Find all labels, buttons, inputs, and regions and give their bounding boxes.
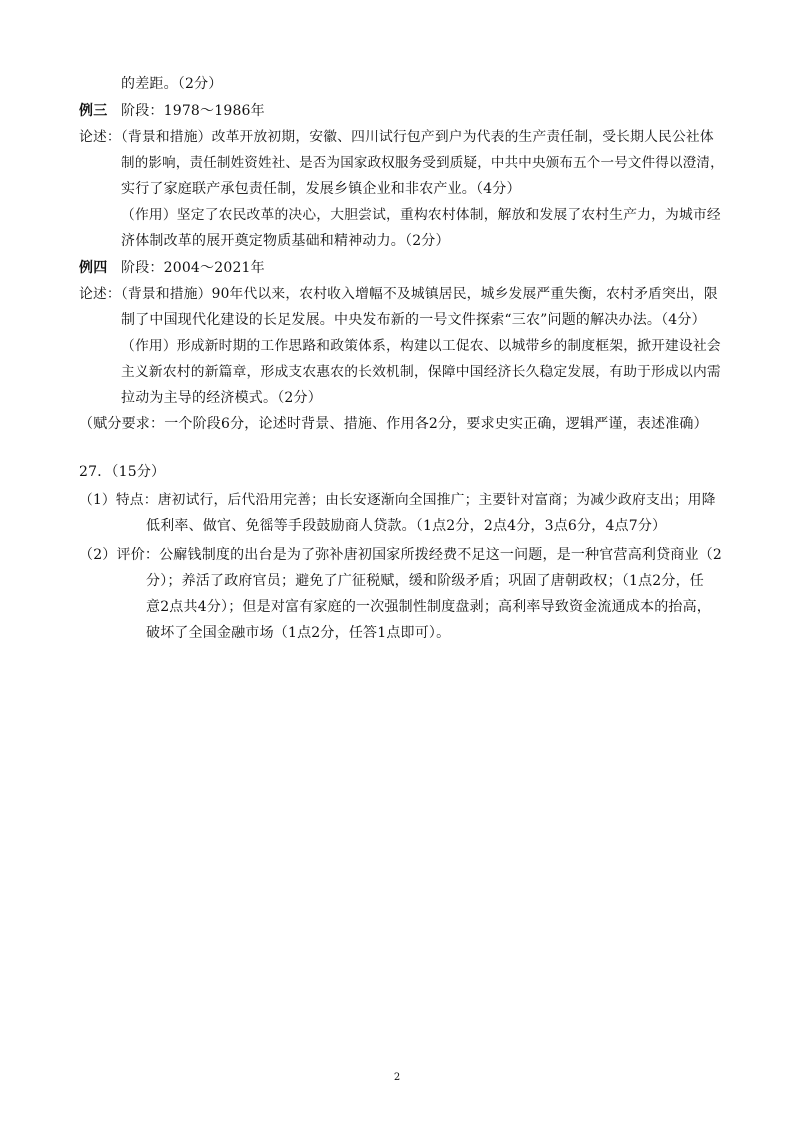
text-line-6: 实行了家庭联产承包责任制，发展乡镇企业和非农产业。（4分）: [121, 181, 521, 197]
text-line-13: （作用）形成新时期的工作思路和政策体系，构建以工促农、以城带乡的制度框架，掀开建设社会: [121, 338, 721, 354]
example-3-stage: 阶段：1978～1986年: [121, 103, 265, 119]
scoring-requirements: （赋分要求：一个阶段6分，论述时背景、措施、作用各2分，要求史实正确，逻辑严谨，表述准确）: [79, 416, 708, 432]
text-line-12: 制了中国现代化建设的长足发展。中央发布新的一号文件探索“三农”问题的解决办法。（4分）: [121, 312, 706, 328]
text-line-7: （作用）坚定了农民改革的决心，大胆尝试，重构农村体制，解放和发展了农村生产力，为城市经: [121, 207, 721, 223]
text-line-8: 济体制改革的展开奠定物质基础和精神动力。（2分）: [121, 233, 450, 249]
text-line-23: 破坏了全国金融市场（1点2分，任答1点即可）。: [146, 625, 451, 641]
text-line-5: 制的影响，责任制姓资姓社、是否为国家政权服务受到质疑，中共中央颁布五个一号文件得以澄清，: [121, 155, 724, 171]
text-line-14: 主义新农村的新篇章，形成支农惠农的长效机制，保障中国经济长久稳定发展，有助于形成以内需: [121, 364, 721, 380]
text-line-20: （2）评价：公廨钱制度的出台是为了弥补唐初国家所拨经费不足这一问题，是一种官营高利贷商业（2: [79, 547, 723, 563]
example-4-heading: 例四: [79, 260, 108, 276]
text-line-22: 意2点共4分）；但是对富有家庭的一次强制性制度盘剥；高利率导致资金流通成本的抬高，: [146, 599, 712, 615]
text-line-1: 的差距。（2分）: [121, 76, 223, 92]
question-27-heading: 27．（15分）: [79, 464, 166, 480]
text-line-4: 论述：（背景和措施）改革开放初期，安徽、四川试行包产到户为代表的生产责任制，受长期人民公社体: [79, 129, 714, 145]
text-line-18: （1）特点：唐初试行，后代沿用完善；由长安逐渐向全国推广；主要针对富商；为减少政府支出；用降: [79, 492, 716, 508]
text-line-21: 分）；养活了政府官员；避免了广征税赋，缓和阶级矛盾；巩固了唐朝政权；（1点2分，任: [146, 573, 705, 589]
text-line-19: 低利率、做官、免徭等手段鼓励商人贷款。（1点2分，2点4分，3点6分，4点7分）: [146, 518, 667, 534]
example-3-heading: 例三: [79, 103, 108, 119]
text-line-11: 论述：（背景和措施）90年代以来，农村收入增幅不及城镇居民，城乡发展严重失衡，农村矛盾突出，限: [79, 286, 718, 302]
page-number: 2: [393, 1072, 401, 1083]
example-4-stage: 阶段：2004～2021年: [121, 260, 265, 276]
text-line-15: 拉动为主导的经济模式。（2分）: [121, 390, 322, 406]
